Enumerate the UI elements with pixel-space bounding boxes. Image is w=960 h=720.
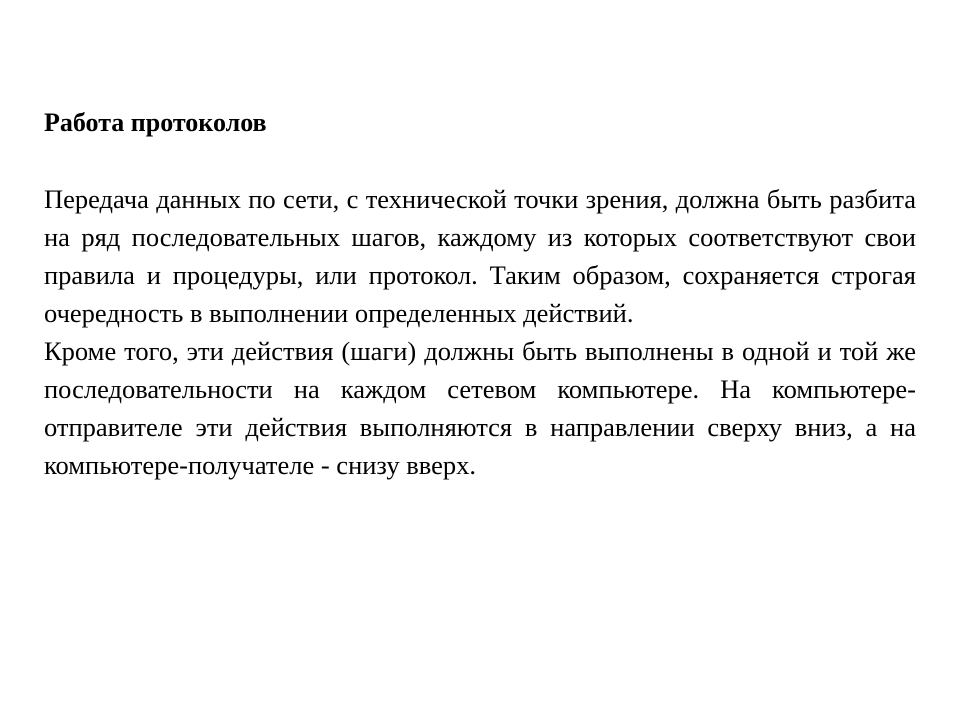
paragraph-1: Передача данных по сети, с технической точки зрения, должна быть разбита на ряд последовательных шагов, каждому из которых соответствуют свои правила и процедуры, или протокол. Таким образом, сохраняется строгая очередность в выполнении определенных действий.: [44, 184, 916, 328]
slide-title: Работа протоколов: [44, 108, 267, 137]
title-spacer: [44, 142, 916, 180]
paragraph-2: Кроме того, эти действия (шаги) должны быть выполнены в одной и той же последовательности на каждом сетевом компьютере. На компьютере-отправителе эти действия выполняются в направлении сверху вниз, а на компьютере-получателе - снизу вверх.: [44, 336, 916, 480]
slide-content: [44, 104, 916, 484]
